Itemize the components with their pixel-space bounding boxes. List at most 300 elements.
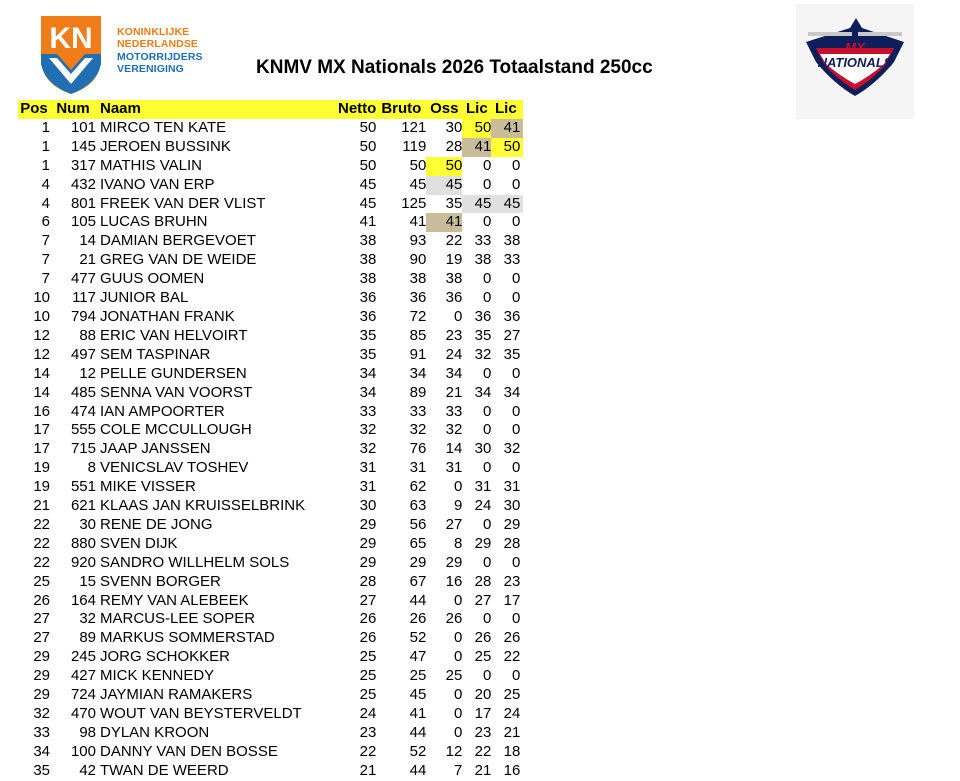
oss-cell: 27 [445, 515, 463, 533]
table-row [18, 403, 523, 422]
netto-cell: 24 [359, 705, 377, 722]
name-cell: MARCUS-LEE SOPER [100, 610, 256, 628]
logo-line-2: NEDERLANDSE [117, 38, 199, 51]
name-cell: MICK KENNEDY [100, 667, 215, 685]
oss-cell: 24 [445, 345, 463, 363]
lic1-cell: 22 [474, 742, 492, 760]
bruto-cell: 33 [409, 402, 427, 420]
lic2-cell: 16 [503, 761, 521, 779]
logo-wordmark [117, 26, 203, 75]
table-row [18, 743, 523, 762]
oss-cell: 23 [445, 326, 463, 344]
netto-cell: 45 [359, 175, 377, 193]
pos-cell: 22 [33, 534, 50, 552]
pos-cell: 7 [41, 251, 50, 269]
num-cell: 14 [79, 232, 96, 250]
pos-cell: 17 [33, 440, 50, 458]
lic2-cell: 18 [503, 742, 521, 760]
num-cell: 470 [70, 705, 96, 722]
lic1-cell: 32 [474, 345, 492, 363]
num-cell: 477 [70, 270, 96, 288]
lic1-cell: 0 [482, 402, 492, 420]
table-row [18, 724, 523, 743]
bruto-cell: 47 [409, 648, 427, 666]
num-cell: 12 [79, 364, 96, 382]
bruto-cell: 121 [401, 118, 427, 136]
num-cell: 801 [70, 194, 96, 212]
knmv-logo [37, 14, 237, 96]
lic2-cell: 29 [503, 515, 521, 533]
table-row [18, 629, 523, 648]
netto-cell: 29 [359, 534, 377, 552]
table-row [18, 478, 523, 497]
table-row [18, 232, 523, 251]
oss-cell: 45 [426, 176, 462, 195]
num-cell: 15 [79, 572, 96, 590]
bruto-cell: 41 [409, 213, 427, 231]
name-cell: IAN AMPOORTER [100, 402, 225, 420]
pos-cell: 7 [41, 270, 50, 288]
mx-nationals-emblem [796, 4, 914, 119]
oss-cell: 26 [445, 610, 463, 628]
pos-cell: 25 [33, 572, 50, 590]
table-row [18, 762, 523, 781]
num-cell: 30 [79, 515, 96, 533]
lic2-cell: 30 [503, 497, 521, 515]
bruto-cell: 76 [409, 440, 427, 458]
name-cell: SVEN DIJK [100, 534, 178, 552]
oss-cell: 19 [445, 251, 463, 269]
lic1-cell: 26 [474, 629, 492, 647]
pos-cell: 29 [33, 648, 50, 666]
pos-cell: 4 [41, 175, 50, 193]
pos-cell: 26 [33, 591, 50, 609]
netto-cell: 32 [359, 440, 377, 458]
bruto-cell: 62 [409, 478, 427, 496]
bruto-cell: 50 [409, 156, 427, 174]
bruto-cell: 45 [409, 686, 427, 704]
name-cell: WOUT VAN BEYSTERVELDT [100, 705, 302, 722]
lic1-cell: 0 [482, 610, 492, 628]
netto-cell: 34 [359, 364, 377, 382]
table-row [18, 176, 523, 195]
lic2-cell: 0 [511, 270, 521, 288]
oss-cell: 29 [445, 553, 463, 571]
lic1-cell: 0 [482, 421, 492, 439]
standings-table [18, 100, 523, 781]
name-cell: FREEK VAN DER VLIST [100, 194, 266, 212]
num-cell: 724 [70, 686, 96, 704]
num-cell: 21 [79, 251, 96, 269]
bruto-cell: 91 [409, 345, 427, 363]
pos-cell: 21 [33, 497, 50, 515]
oss-cell: 25 [445, 667, 463, 685]
name-cell: JUNIOR BAL [100, 289, 189, 307]
oss-cell: 0 [453, 307, 463, 325]
pos-cell: 14 [33, 364, 50, 382]
bruto-cell: 45 [409, 175, 427, 193]
pos-cell: 14 [33, 383, 50, 401]
name-cell: GREG VAN DE WEIDE [100, 251, 257, 269]
num-cell: 497 [70, 345, 96, 363]
lic1-cell: 27 [474, 591, 492, 609]
name-cell: SVENN BORGER [100, 572, 221, 590]
oss-cell: 8 [453, 534, 463, 552]
oss-cell: 0 [453, 686, 463, 704]
bruto-cell: 38 [409, 270, 427, 288]
lic1-cell: 0 [482, 156, 492, 174]
table-row [18, 195, 523, 214]
name-cell: SENNA VAN VOORST [100, 383, 253, 401]
lic1-cell: 25 [474, 648, 492, 666]
num-cell: 164 [70, 591, 96, 609]
netto-cell: 30 [359, 497, 377, 515]
table-row [18, 573, 523, 592]
netto-cell: 35 [359, 345, 377, 363]
table-row [18, 554, 523, 573]
lic2-cell: 0 [511, 667, 521, 685]
name-cell: JAYMIAN RAMAKERS [100, 686, 253, 704]
bruto-cell: 56 [409, 515, 427, 533]
netto-cell: 31 [359, 478, 377, 496]
oss-cell: 0 [453, 591, 463, 609]
table-row [18, 213, 523, 232]
logo-line-4: VERENIGING [117, 62, 184, 75]
table-row [18, 459, 523, 478]
bruto-cell: 36 [409, 289, 427, 307]
name-cell: MIKE VISSER [100, 478, 196, 496]
pos-cell: 34 [33, 742, 50, 760]
lic1-cell: 50 [462, 119, 491, 138]
lic2-cell: 24 [503, 705, 521, 722]
oss-cell: 22 [445, 232, 463, 250]
bruto-cell: 90 [409, 251, 427, 269]
lic2-cell: 0 [511, 553, 521, 571]
table-row [18, 535, 523, 554]
netto-cell: 35 [359, 326, 377, 344]
oss-cell: 16 [445, 572, 463, 590]
lic2-cell: 26 [503, 629, 521, 647]
table-row [18, 648, 523, 667]
lic2-cell: 25 [503, 686, 521, 704]
oss-cell: 9 [453, 497, 463, 515]
table-row [18, 289, 523, 308]
pos-cell: 12 [33, 326, 50, 344]
bruto-cell: 34 [409, 364, 427, 382]
name-cell: MARKUS SOMMERSTAD [100, 629, 275, 647]
bruto-cell: 44 [409, 723, 427, 741]
lic2-cell: 0 [511, 364, 521, 382]
netto-cell: 25 [359, 667, 377, 685]
num-cell: 551 [70, 478, 96, 496]
num-cell: 794 [70, 307, 96, 325]
bruto-cell: 44 [409, 591, 427, 609]
netto-cell: 38 [359, 251, 377, 269]
pos-cell: 17 [33, 421, 50, 439]
netto-cell: 31 [359, 459, 377, 477]
netto-cell: 26 [359, 629, 377, 647]
lic2-cell: 50 [491, 138, 523, 157]
page-title: KNMV MX Nationals 2026 Totaalstand 250cc [256, 57, 653, 78]
oss-cell: 41 [426, 213, 462, 232]
pos-cell: 27 [33, 629, 50, 647]
table-row [18, 138, 523, 157]
lic2-cell: 0 [511, 175, 521, 193]
num-cell: 32 [79, 610, 96, 628]
table-row [18, 592, 523, 611]
netto-cell: 32 [359, 421, 377, 439]
col-pos: Pos [18, 100, 50, 119]
table-row [18, 686, 523, 705]
oss-cell: 0 [453, 648, 463, 666]
num-cell: 100 [70, 742, 96, 760]
num-cell: 89 [79, 629, 96, 647]
oss-cell: 0 [453, 478, 463, 496]
name-cell: RENE DE JONG [100, 515, 213, 533]
name-cell: GUUS OOMEN [100, 270, 205, 288]
lic1-cell: 0 [482, 667, 492, 685]
table-row [18, 251, 523, 270]
num-cell: 245 [70, 648, 96, 666]
netto-cell: 38 [359, 232, 377, 250]
lic2-cell: 0 [511, 610, 521, 628]
name-cell: VENICSLAV TOSHEV [100, 459, 249, 477]
oss-cell: 50 [426, 157, 462, 176]
netto-cell: 25 [359, 686, 377, 704]
bruto-cell: 25 [409, 667, 427, 685]
table-row [18, 157, 523, 176]
netto-cell: 27 [359, 591, 377, 609]
table-row [18, 705, 523, 724]
lic2-cell: 0 [511, 156, 521, 174]
bruto-cell: 63 [409, 497, 427, 515]
pos-cell: 19 [33, 459, 50, 477]
lic1-cell: 23 [474, 723, 492, 741]
lic1-cell: 17 [474, 705, 492, 722]
netto-cell: 21 [359, 761, 377, 779]
oss-cell: 28 [445, 137, 463, 155]
pos-cell: 1 [41, 118, 50, 136]
name-cell: TWAN DE WEERD [100, 761, 229, 779]
table-row [18, 327, 523, 346]
lic1-cell: 28 [474, 572, 492, 590]
pos-cell: 4 [41, 194, 50, 212]
num-cell: 621 [70, 497, 96, 515]
name-cell: PELLE GUNDERSEN [100, 364, 247, 382]
bruto-cell: 41 [409, 705, 427, 722]
lic2-cell: 0 [511, 459, 521, 477]
bruto-cell: 52 [409, 629, 427, 647]
bruto-cell: 119 [402, 137, 427, 155]
lic1-cell: 38 [474, 251, 492, 269]
bruto-cell: 32 [409, 421, 427, 439]
bruto-cell: 93 [409, 232, 427, 250]
bruto-cell: 29 [409, 553, 427, 571]
bruto-cell: 44 [409, 761, 427, 779]
table-row [18, 440, 523, 459]
lic2-cell: 0 [511, 402, 521, 420]
col-lic-2: Lic [491, 100, 523, 119]
mx-nationals-logo [796, 4, 914, 119]
netto-cell: 22 [359, 742, 377, 760]
lic2-cell: 38 [503, 232, 521, 250]
oss-cell: 0 [453, 705, 463, 722]
lic2-cell: 22 [503, 648, 521, 666]
num-cell: 105 [70, 213, 96, 231]
name-cell: JEROEN BUSSINK [100, 137, 231, 155]
oss-cell: 38 [445, 270, 463, 288]
lic2-cell: 35 [503, 345, 521, 363]
lic2-cell: 0 [511, 213, 521, 231]
lic1-cell: 29 [474, 534, 492, 552]
col-oss: Oss [426, 100, 462, 119]
bruto-cell: 89 [409, 383, 427, 401]
num-cell: 8 [87, 459, 96, 477]
mx-logo-top-text: MX [845, 40, 865, 55]
lic1-cell: 45 [462, 195, 491, 214]
oss-cell: 31 [445, 459, 463, 477]
col-num: Num [50, 100, 96, 119]
netto-cell: 38 [359, 270, 377, 288]
lic2-cell: 32 [503, 440, 521, 458]
netto-cell: 50 [359, 137, 377, 155]
lic1-cell: 30 [474, 440, 492, 458]
lic1-cell: 35 [474, 326, 492, 344]
lic1-cell: 33 [474, 232, 492, 250]
bruto-cell: 65 [409, 534, 427, 552]
lic1-cell: 0 [482, 270, 492, 288]
pos-cell: 22 [33, 515, 50, 533]
col-name: Naam [96, 100, 338, 119]
pos-cell: 22 [33, 553, 50, 571]
lic2-cell: 28 [503, 534, 521, 552]
oss-cell: 0 [453, 629, 463, 647]
oss-cell: 33 [445, 402, 463, 420]
pos-cell: 27 [33, 610, 50, 628]
bruto-cell: 31 [409, 459, 427, 477]
lic2-cell: 34 [503, 383, 521, 401]
lic2-cell: 36 [503, 307, 521, 325]
lic1-cell: 31 [474, 478, 492, 496]
pos-cell: 10 [33, 307, 50, 325]
lic1-cell: 0 [482, 459, 492, 477]
bruto-cell: 67 [409, 572, 427, 590]
num-cell: 432 [70, 175, 96, 193]
pos-cell: 12 [33, 345, 50, 363]
col-lic-1: Lic [462, 100, 491, 119]
col-bruto: Bruto [376, 100, 426, 119]
lic2-cell: 33 [503, 251, 521, 269]
name-cell: KLAAS JAN KRUISSELBRINK [100, 497, 306, 515]
pos-cell: 6 [41, 213, 50, 231]
bruto-cell: 26 [409, 610, 427, 628]
num-cell: 920 [70, 553, 96, 571]
netto-cell: 26 [359, 610, 377, 628]
lic1-cell: 36 [474, 307, 492, 325]
num-cell: 880 [70, 534, 96, 552]
netto-cell: 25 [359, 648, 377, 666]
name-cell: MATHIS VALIN [100, 156, 202, 174]
name-cell: LUCAS BRUHN [100, 213, 208, 231]
table-row [18, 667, 523, 686]
name-cell: MIRCO TEN KATE [100, 118, 227, 136]
pos-cell: 19 [33, 478, 50, 496]
oss-cell: 35 [445, 194, 463, 212]
oss-cell: 7 [453, 761, 463, 779]
netto-cell: 36 [359, 307, 377, 325]
oss-cell: 34 [445, 364, 463, 382]
lic1-cell: 24 [474, 497, 492, 515]
name-cell: COLE MCCULLOUGH [100, 421, 252, 439]
num-cell: 317 [70, 156, 96, 174]
netto-cell: 41 [359, 213, 377, 231]
pos-cell: 10 [33, 289, 50, 307]
netto-cell: 36 [359, 289, 377, 307]
table-row [18, 119, 523, 138]
lic1-cell: 0 [482, 213, 492, 231]
netto-cell: 34 [359, 383, 377, 401]
num-cell: 98 [79, 723, 96, 741]
name-cell: DAMIAN BERGEVOET [100, 232, 256, 250]
lic1-cell: 34 [474, 383, 492, 401]
num-cell: 101 [70, 118, 96, 136]
lic1-cell: 20 [474, 686, 492, 704]
pos-cell: 32 [33, 705, 50, 722]
name-cell: DYLAN KROON [100, 723, 210, 741]
oss-cell: 0 [453, 723, 463, 741]
table-row [18, 384, 523, 403]
table-row [18, 516, 523, 535]
mx-logo-bottom-text: NATIONALS [817, 55, 893, 70]
bruto-cell: 72 [409, 307, 427, 325]
table-header-row [18, 100, 523, 119]
name-cell: SANDRO WILLHELM SOLS [100, 553, 290, 571]
name-cell: DANNY VAN DEN BOSSE [100, 742, 278, 760]
lic1-cell: 0 [482, 553, 492, 571]
netto-cell: 28 [359, 572, 377, 590]
bruto-cell: 85 [409, 326, 427, 344]
num-cell: 474 [70, 402, 96, 420]
pos-cell: 1 [41, 137, 50, 155]
name-cell: SEM TASPINAR [100, 345, 211, 363]
lic2-cell: 21 [503, 723, 521, 741]
num-cell: 117 [72, 289, 96, 307]
lic1-cell: 0 [482, 515, 492, 533]
logo-letters: KN [49, 22, 93, 55]
lic2-cell: 23 [503, 572, 521, 590]
netto-cell: 45 [359, 194, 377, 212]
num-cell: 555 [70, 421, 96, 439]
knmv-logo-mark [37, 14, 105, 96]
oss-cell: 21 [445, 383, 463, 401]
num-cell: 427 [70, 667, 96, 685]
table-row [18, 497, 523, 516]
lic2-cell: 45 [491, 195, 523, 214]
num-cell: 42 [79, 761, 96, 779]
name-cell: IVANO VAN ERP [100, 175, 215, 193]
lic1-cell: 21 [474, 761, 492, 779]
netto-cell: 23 [359, 723, 377, 741]
netto-cell: 50 [359, 118, 377, 136]
table-row [18, 610, 523, 629]
pos-cell: 7 [41, 232, 50, 250]
name-cell: JONATHAN FRANK [100, 307, 235, 325]
bruto-cell: 125 [401, 194, 427, 212]
lic2-cell: 0 [511, 289, 521, 307]
lic2-cell: 41 [491, 119, 523, 138]
lic1-cell: 0 [482, 175, 492, 193]
netto-cell: 29 [359, 553, 377, 571]
